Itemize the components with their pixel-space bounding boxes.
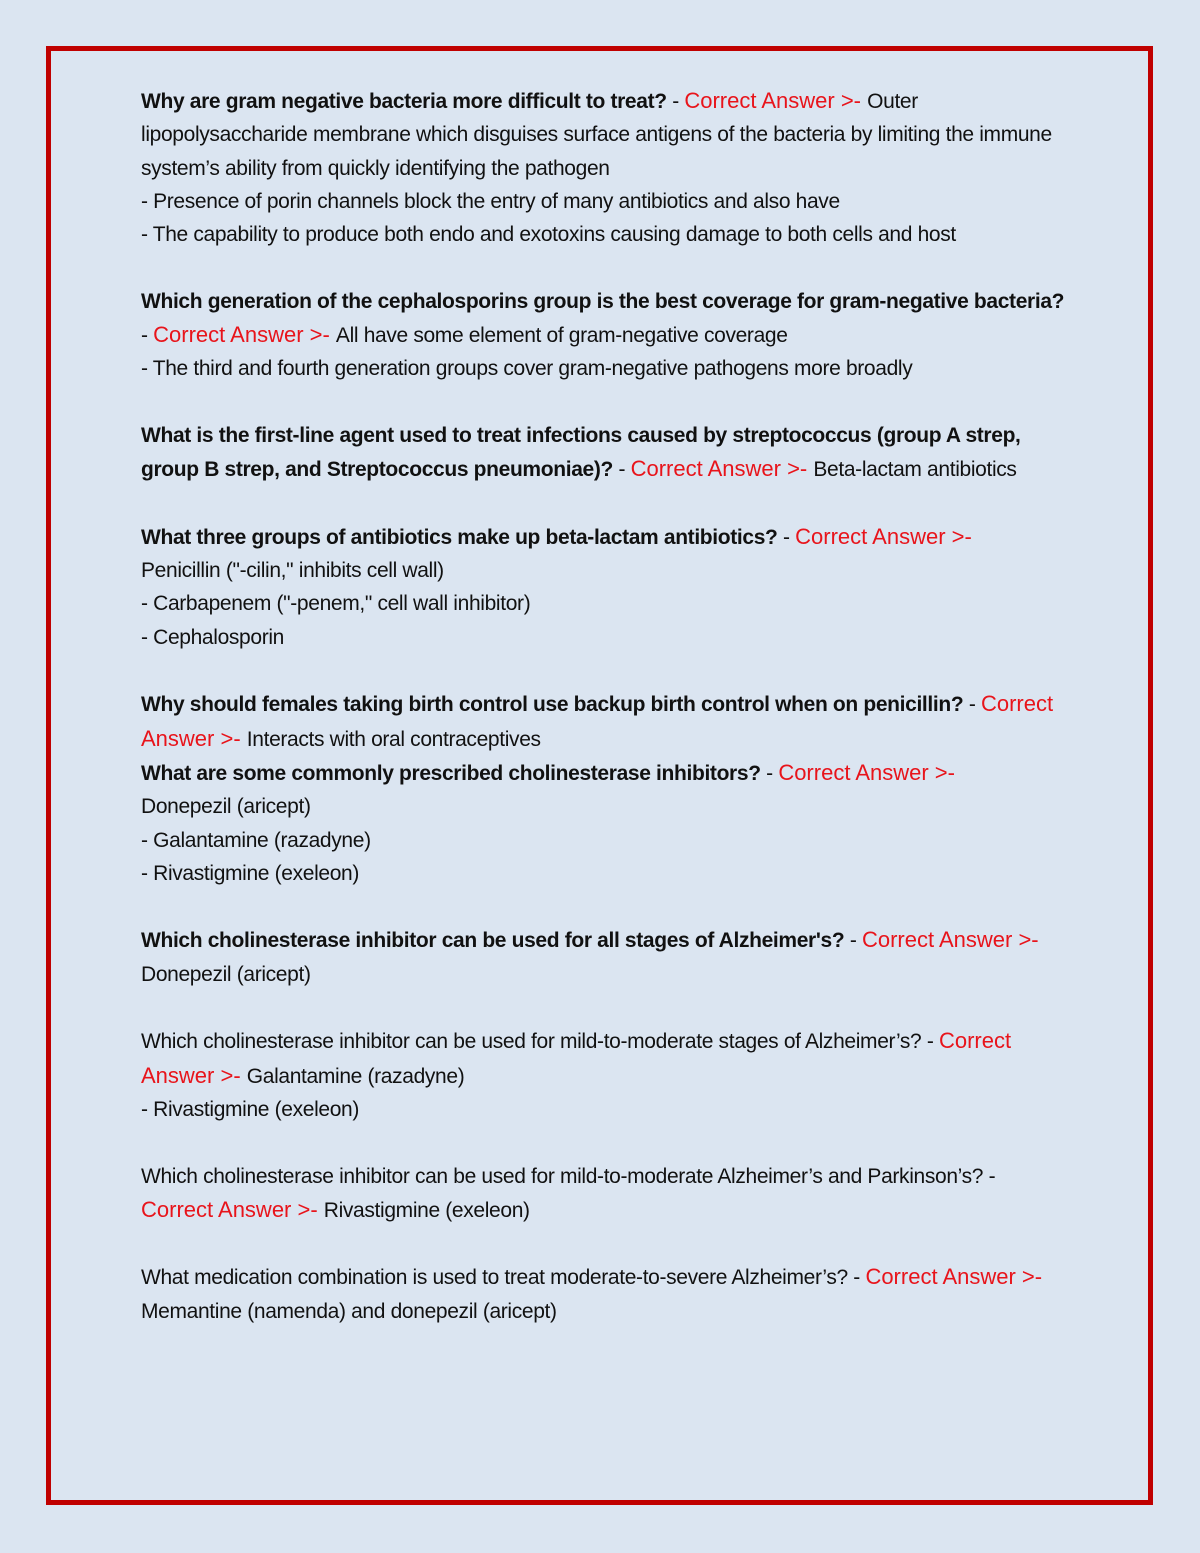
correct-answer-label: Correct Answer >-	[684, 88, 868, 113]
separator: -	[777, 525, 796, 549]
answer-text: Beta-lactam antibiotics	[813, 458, 1017, 482]
qa-item-9	[141, 1160, 1071, 1228]
question-text: What medication combination is used to treat moderate-to-severe Alzheimer’s?	[141, 1266, 848, 1290]
answer-line: - Rivastigmine (exeleon)	[141, 1097, 360, 1121]
qa-item-4	[141, 520, 1071, 654]
correct-answer-label: Correct Answer >-	[141, 1196, 324, 1222]
answer-line: - Presence of porin channels block the entry of many antibiotics and also have	[141, 189, 840, 213]
answer-text: Outer lipopolysaccharide membrane which disguises surface antigens of the bacteria by limiting the immune system’s ability from quickly identifying the pathogen	[141, 90, 1052, 180]
qa-document	[141, 84, 1071, 1361]
qa-item-10	[141, 1260, 1071, 1328]
correct-answer-label: Correct Answer >-	[141, 1028, 1012, 1088]
question-text: Which generation of the cephalosporins group is the best coverage for gram-negative bacteria?	[141, 289, 1065, 313]
separator: -	[963, 693, 981, 717]
answer-line: - Rivastigmine (exeleon)	[141, 861, 360, 885]
question-text: Which cholinesterase inhibitor can be used for all stages of Alzheimer's?	[141, 929, 845, 953]
answer-line: Donepezil (aricept)	[141, 795, 311, 819]
question-text: Which cholinesterase inhibitor can be used for mild-to-moderate stages of Alzheimer’s?	[141, 1030, 922, 1054]
answer-line: - The third and fourth generation groups cover gram-negative pathogens more broadly	[141, 357, 913, 381]
answer-text: Memantine (namenda) and donepezil (aricept)	[141, 1299, 557, 1323]
answer-text: All have some element of gram-negative coverage	[335, 324, 788, 348]
correct-answer-label: Correct Answer >-	[630, 456, 814, 482]
question-text: What is the first-line agent used to treat infections caused by streptococcus (group A strep, group B strep, and Streptococcus pneumoniae)?	[141, 423, 1021, 482]
question-text: What three groups of antibiotics make up beta-lactam antibiotics?	[141, 525, 778, 549]
question-text: Why are gram negative bacteria more difficult to treat?	[141, 90, 667, 113]
answer-text: Interacts with oral contraceptives	[246, 727, 541, 751]
answer-line: - Cephalosporin	[141, 625, 285, 649]
answer-line: - Galantamine (razadyne)	[141, 828, 371, 852]
correct-answer-label: Correct Answer >-	[861, 927, 1039, 953]
separator: -	[666, 90, 685, 113]
separator: -	[612, 458, 631, 482]
correct-answer-label: Correct Answer >-	[865, 1264, 1043, 1290]
qa-item-8	[141, 1024, 1071, 1126]
separator: -	[760, 761, 779, 785]
correct-answer-label: Correct Answer >-	[795, 523, 972, 549]
answer-text: Galantamine (razadyne)	[246, 1064, 465, 1088]
question-text: What are some commonly prescribed cholinesterase inhibitors?	[141, 761, 761, 785]
answer-line: Penicillin ("-cilin," inhibits cell wall)	[141, 559, 444, 583]
correct-answer-label: Correct Answer >-	[778, 759, 955, 785]
answer-line: - The capability to produce both endo and exotoxins causing damage to both cells and host	[141, 223, 956, 247]
qa-item-3	[141, 419, 1071, 487]
separator: -	[921, 1030, 939, 1054]
separator: -	[844, 929, 862, 953]
correct-answer-label: Correct Answer >-	[153, 322, 336, 348]
qa-item-1	[141, 84, 1071, 251]
separator: -	[847, 1266, 866, 1290]
correct-answer-label: Correct Answer >-	[141, 691, 1054, 751]
question-text: Which cholinesterase inhibitor can be used for mild-to-moderate Alzheimer’s and Parkinson’s?	[141, 1164, 984, 1188]
qa-item-5	[141, 687, 1071, 756]
qa-item-7	[141, 923, 1071, 991]
answer-text: Donepezil (aricept)	[141, 962, 311, 986]
qa-item-6	[141, 756, 1071, 890]
qa-item-2	[141, 285, 1071, 386]
separator: -	[141, 324, 154, 348]
question-text: Why should females taking birth control use backup birth control when on penicillin?	[141, 693, 964, 717]
separator: -	[983, 1164, 996, 1188]
answer-text: Rivastigmine (exeleon)	[323, 1198, 530, 1222]
answer-line: - Carbapenem ("-penem," cell wall inhibitor)	[141, 592, 531, 616]
